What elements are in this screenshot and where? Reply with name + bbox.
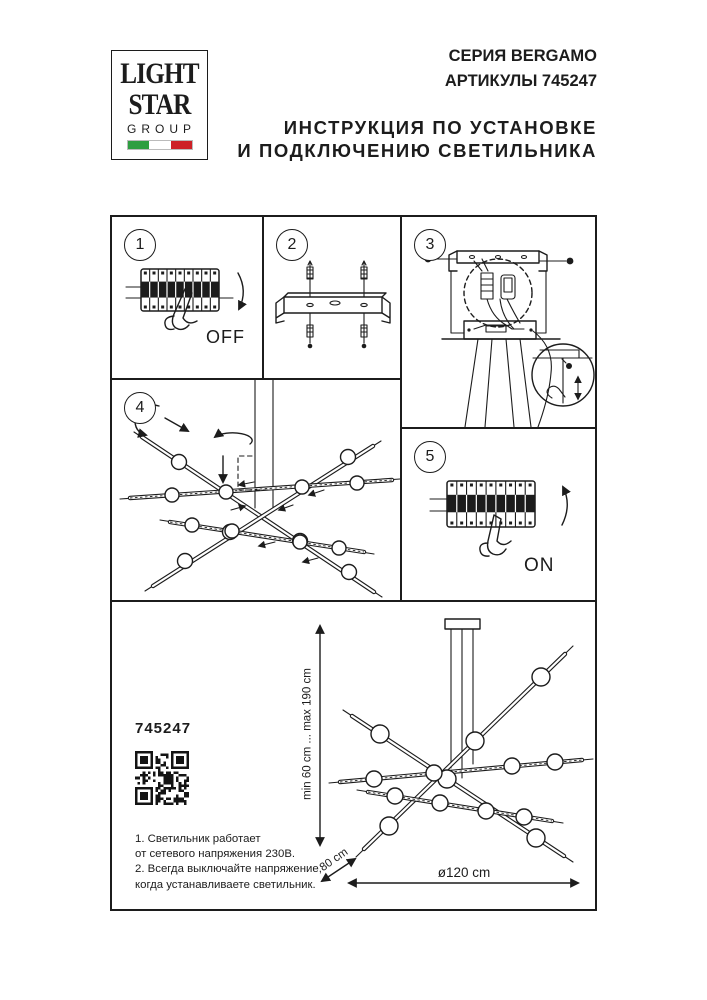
step-panel-5 xyxy=(400,427,597,602)
power-on-label: ON xyxy=(524,555,555,576)
diameter-dimension-label: ø120 cm xyxy=(437,865,491,880)
rotate-up-arrow xyxy=(562,487,567,525)
note-line-2: от сетевого напряжения 230В. xyxy=(135,848,296,861)
step-5-number-badge: 5 xyxy=(414,441,446,473)
breaker-box xyxy=(141,269,219,311)
header-block xyxy=(445,44,597,94)
instruction-title-line1: ИНСТРУКЦИЯ ПО УСТАНОВКЕ xyxy=(283,117,597,138)
depth-dimension-label: 80 cm xyxy=(317,846,351,874)
italian-flag-icon xyxy=(127,140,193,150)
step-2-number-badge: 2 xyxy=(276,229,308,261)
note-line-4: когда устанавливаете светильник. xyxy=(135,878,316,891)
height-dimension-label: min 60 cm ... max 190 cm xyxy=(301,668,314,800)
step-1-number-badge: 1 xyxy=(124,229,156,261)
slide-arrow xyxy=(165,418,188,431)
note-line-3: 2. Всегда выключайте напряжение, xyxy=(135,863,322,876)
step-3-number-badge: 3 xyxy=(414,229,446,261)
article-number: 745247 xyxy=(135,720,192,737)
instruction-title xyxy=(237,117,597,162)
step-panel-2 xyxy=(262,215,402,380)
spin-arrow xyxy=(215,433,252,444)
qr-code xyxy=(135,751,189,805)
screw-right xyxy=(361,261,367,348)
screw-left xyxy=(307,261,313,348)
article-title: АРТИКУЛЫ 745247 xyxy=(444,72,597,90)
brand-logo xyxy=(111,50,208,160)
instruction-title-line2: И ПОДКЛЮЧЕНИЮ СВЕТИЛЬНИКА xyxy=(237,139,597,161)
step-panel-3 xyxy=(400,215,597,429)
dimensions-panel xyxy=(110,600,597,911)
rotate-down-arrow xyxy=(238,273,243,309)
step-4-number-badge: 4 xyxy=(124,392,156,424)
breaker-box xyxy=(447,481,535,527)
wiring-detail-circle xyxy=(464,259,532,327)
logo-word-group: GROUP xyxy=(126,122,196,136)
note-line-1: 1. Светильник работает xyxy=(135,833,261,845)
series-title: СЕРИЯ BERGAMO xyxy=(448,47,597,65)
power-off-label: OFF xyxy=(206,327,245,347)
safety-notes xyxy=(135,832,322,893)
logo-word-light: LIGHT xyxy=(120,57,199,90)
step-panel-4 xyxy=(110,378,402,602)
step-panel-1 xyxy=(110,215,264,380)
logo-word-star: STAR xyxy=(128,88,191,121)
ceiling-canopy xyxy=(445,619,480,629)
